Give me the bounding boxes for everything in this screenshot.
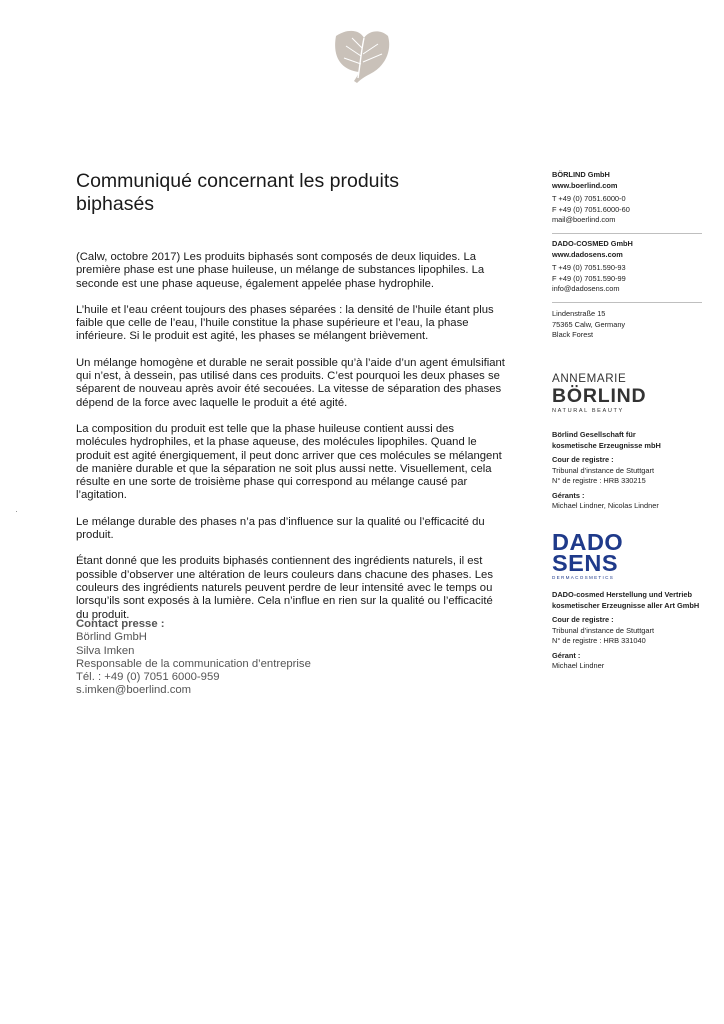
address-street: Lindenstraße 15: [552, 309, 606, 318]
address-block: [552, 309, 722, 341]
paragraph: Un mélange homogène et durable ne serait possible qu’à l’aide d’un agent émulsifiant qui n’est, à dessein, pas utilisé dans ces produits. C’est pourquoi les deux phases se séparent de nouveau après avoir été secouées. La vitesse de séparation des phases dépend de la force avec laquelle le produit a été agité.: [76, 356, 505, 409]
contact-email[interactable]: s.imken@boerlind.com: [76, 684, 192, 697]
company-email[interactable]: mail@boerlind.com: [552, 215, 616, 224]
dado-sens-logo: [552, 529, 672, 580]
contact-heading: Contact presse :: [76, 618, 165, 630]
managers-label: Gérant :: [552, 650, 581, 660]
company-name: BÖRLIND GmbH: [552, 170, 610, 179]
company-phone: T +49 (0) 7051.590-93: [552, 263, 626, 272]
company-website[interactable]: www.dadosens.com: [552, 249, 623, 259]
dado-legal-block: [552, 590, 722, 672]
register-number: N° de registre : HRB 331040: [552, 636, 646, 645]
margin-mark: [16, 511, 17, 512]
borlind-contact-block: [552, 170, 722, 226]
company-fax: F +49 (0) 7051.590-99: [552, 273, 626, 283]
logo-line: SENS: [552, 550, 618, 576]
company-fax: F +49 (0) 7051.6000-60: [552, 204, 630, 214]
company-name: DADO-COSMED GmbH: [552, 239, 633, 248]
address-city: 75365 Calw, Germany: [552, 319, 626, 329]
company-website[interactable]: www.boerlind.com: [552, 180, 618, 190]
logo-line: ANNEMARIE: [552, 372, 627, 385]
sidebar-divider: [552, 302, 702, 303]
logo-tagline: DERMACOSMETICS: [552, 575, 615, 580]
company-phone: T +49 (0) 7051.6000-0: [552, 194, 626, 203]
contact-phone: Tél. : +49 (0) 7051 6000-959: [76, 671, 220, 684]
annemarie-borlind-logo: [552, 372, 712, 414]
press-release-body: [76, 251, 508, 635]
dado-contact-block: [552, 239, 722, 295]
register-court: Tribunal d’instance de Stuttgart: [552, 625, 655, 635]
company-email[interactable]: info@dadosens.com: [552, 284, 620, 293]
paragraph: La composition du produit est telle que la phase huileuse contient aussi des molécules hydrophiles, et la phase aqueuse, des molécules lipophiles. Quand le produit est agité énergiquement, il peut donc arriver que ces molécules se mélangent de manière durable et que la séparation ne soit plus aussi nette. Visuellement, cela résulte en une sorte de troisième phase qui correspond au mélange causé par l’agitation.: [76, 422, 502, 502]
logo-tagline: NATURAL BEAUTY: [552, 408, 624, 414]
contact-person: Silva Imken: [76, 644, 135, 657]
sidebar-divider: [552, 233, 702, 234]
logo-line: BÖRLIND: [552, 385, 647, 407]
page-title: Communiqué concernant les produits biphasés: [76, 170, 400, 215]
legal-company: DADO-cosmed Herstellung und Vertrieb: [552, 590, 693, 599]
paragraph: L’huile et l’eau créent toujours des phases séparées : la densité de l’huile étant plus faible que celle de l’eau, l’huile constitue la phase supérieure et l’eau, la phase inférieure. Si le produit est agité, les phases se mélangent brièvement.: [76, 303, 494, 343]
managers-names: Michael Lindner, Nicolas Lindner: [552, 501, 659, 510]
press-contact: [76, 618, 311, 698]
contact-company: Börlind GmbH: [76, 631, 147, 644]
register-label: Cour de registre :: [552, 615, 614, 624]
contact-role: Responsable de la communication d’entreprise: [76, 657, 311, 670]
legal-company: kosmetischer Erzeugnisse aller Art GmbH: [552, 600, 700, 610]
paragraph: Le mélange durable des phases n’a pas d’influence sur la qualité ou l’efficacité du produit.: [76, 515, 485, 542]
register-court: Tribunal d’instance de Stuttgart: [552, 465, 655, 475]
paragraph: Étant donné que les produits biphasés contiennent des ingrédients naturels, il est possible d’observer une altération de leurs couleurs dans chacune des phases. Les couleurs des ingrédients naturels peuvent perdre de leur intensité avec le temps ou lorsqu’ils sont exposés à la lumière. Cela n’influe en rien sur la qualité ou l’efficacité du produit.: [76, 555, 493, 621]
register-number: N° de registre : HRB 330215: [552, 476, 646, 485]
register-label: Cour de registre :: [552, 455, 614, 464]
address-region: Black Forest: [552, 330, 594, 339]
managers-label: Gérants :: [552, 490, 585, 500]
logo-line: DADO: [552, 529, 624, 555]
leaf-logo-icon: [330, 26, 392, 84]
legal-company: Börlind Gesellschaft für: [552, 430, 636, 439]
paragraph: (Calw, octobre 2017) Les produits biphasés sont composés de deux liquides. La première phase est une phase huileuse, un mélange de substances lipophiles. La seconde est une phase aqueuse, également appelée phase hydrophile.: [76, 251, 485, 290]
legal-company: kosmetische Erzeugnisse mbH: [552, 440, 661, 450]
borlind-legal-block: [552, 430, 722, 512]
managers-names: Michael Lindner: [552, 661, 605, 670]
